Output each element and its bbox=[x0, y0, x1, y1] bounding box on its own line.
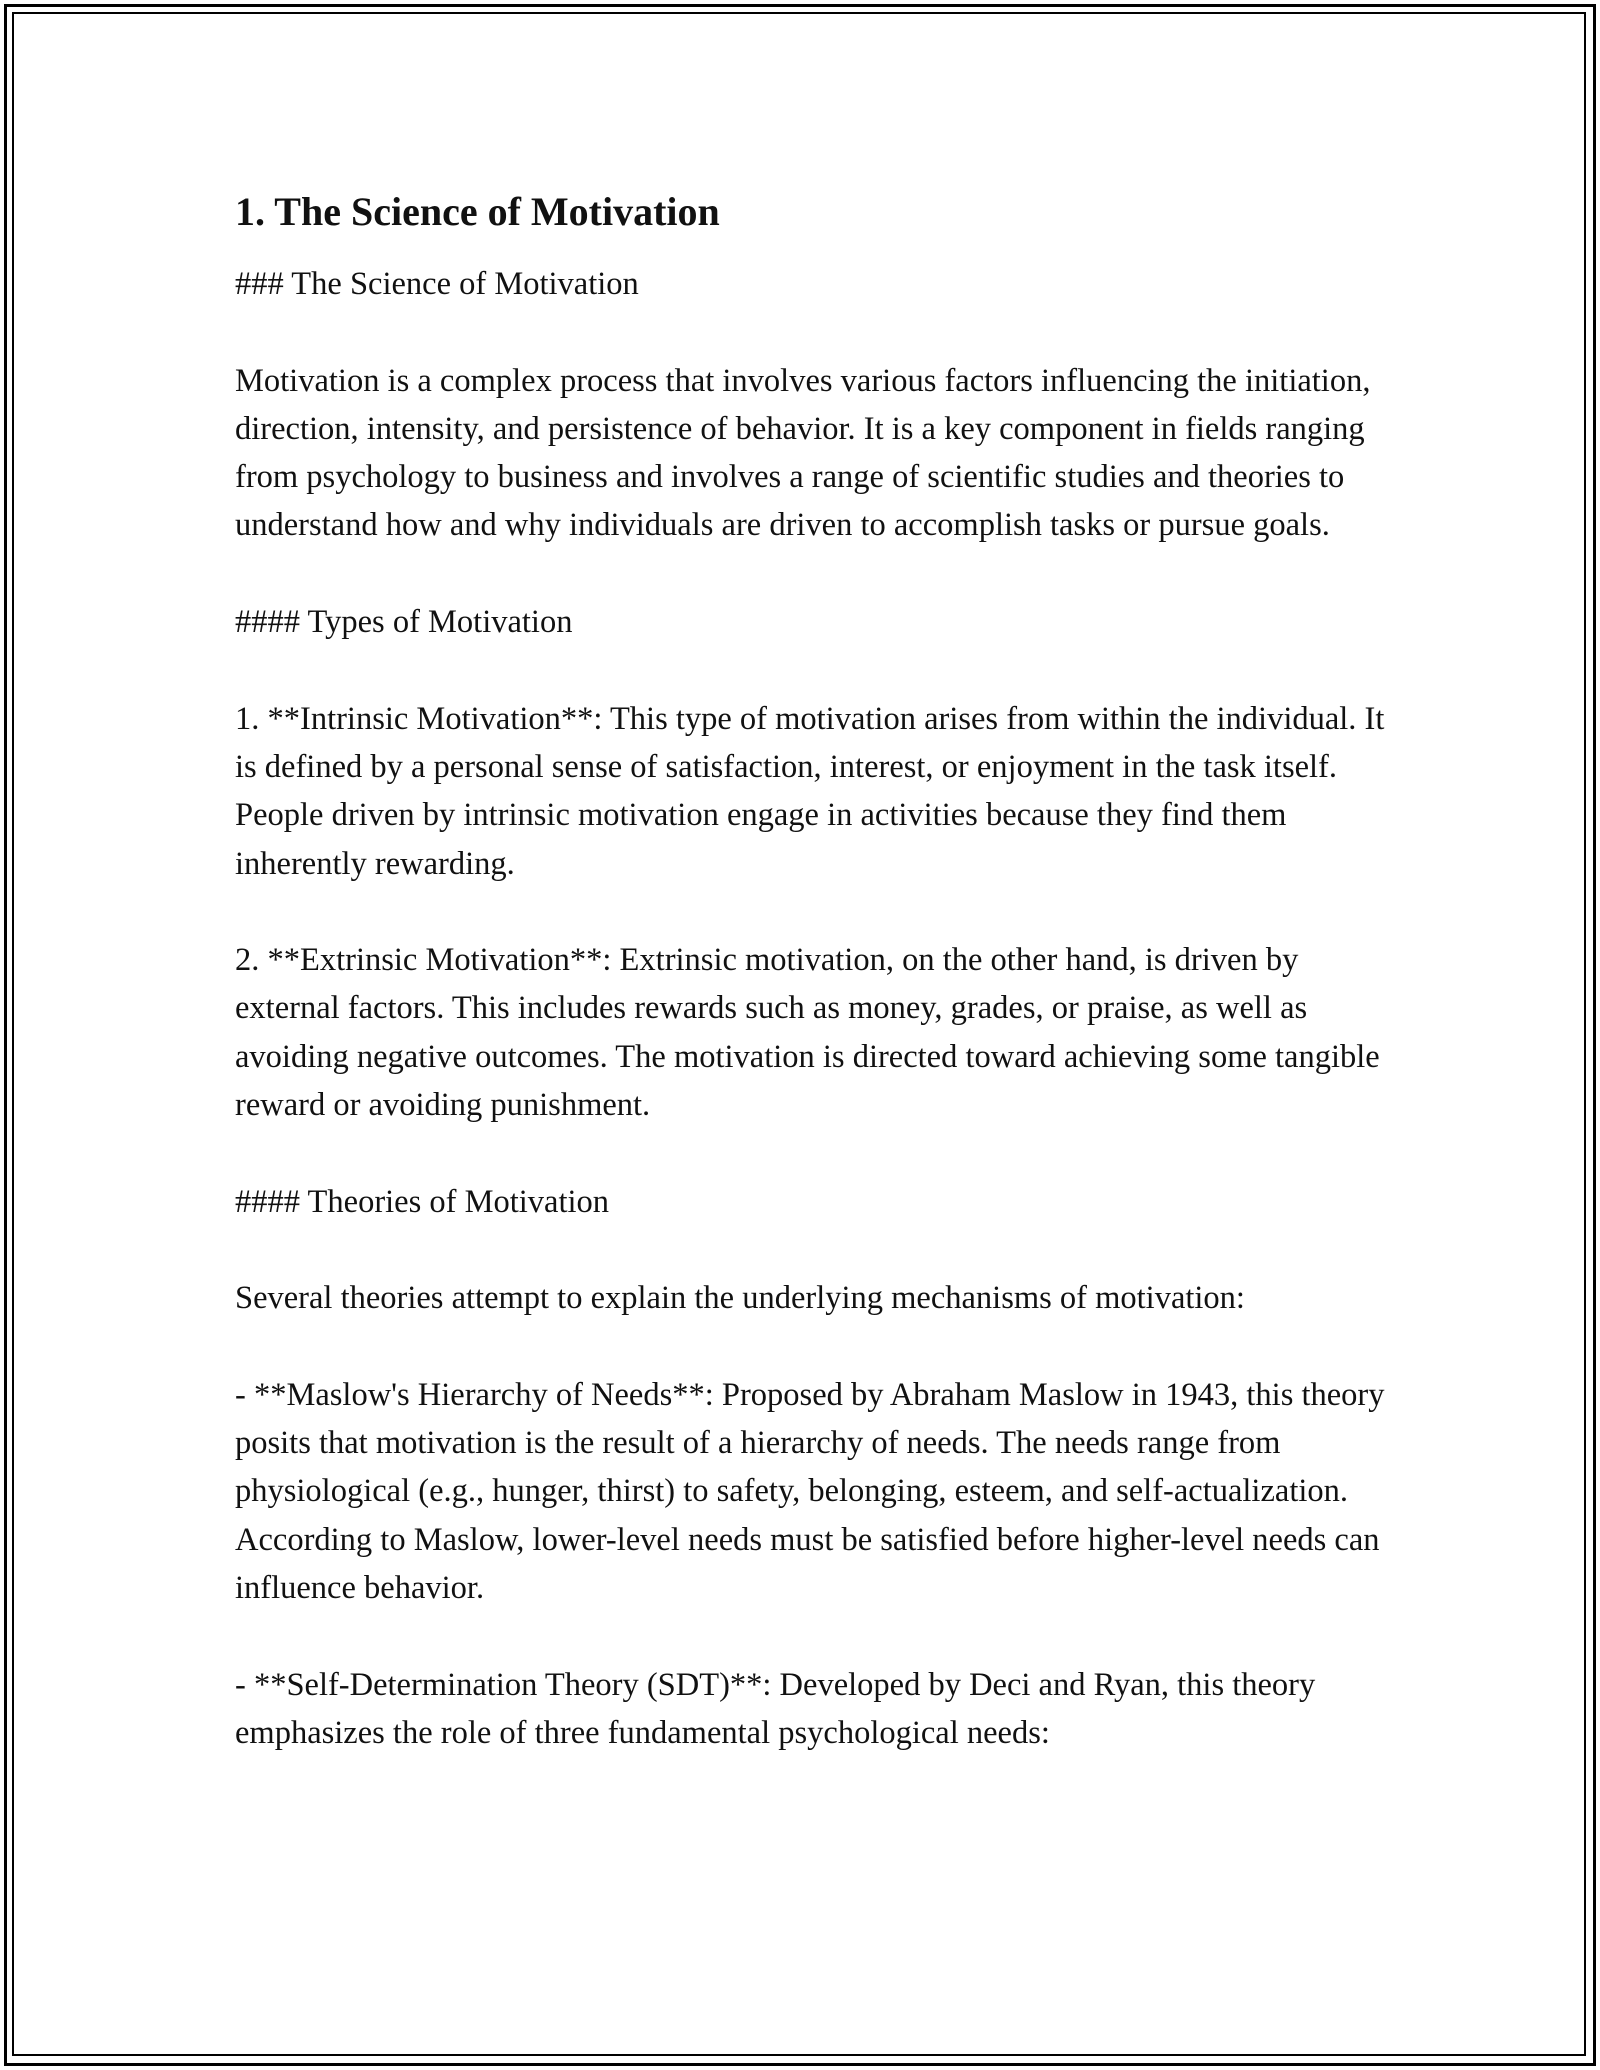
intro-paragraph: Motivation is a complex process that involves various factors influencing the initiation, direction, intensity, and persistence of behavior. It is a key component in fields ranging from psychology to business and involves a range of scientific studies and theories to understand how and why individuals are driven to accomplish tasks or pursue goals. bbox=[235, 362, 1371, 544]
intrinsic-motivation-paragraph: 1. **Intrinsic Motivation**: This type of motivation arises from within the individual. It is defined by a personal sense of satisfaction, interest, or enjoyment in the task itself. People driven by intrinsic motivation engage in activities because they find them inherently rewarding. bbox=[235, 700, 1385, 882]
heading-types-of-motivation: #### Types of Motivation bbox=[235, 604, 573, 641]
heading-science-of-motivation: ### The Science of Motivation bbox=[235, 266, 639, 302]
maslow-paragraph: - **Maslow's Hierarchy of Needs**: Proposed by Abraham Maslow in 1943, this theory posits that motivation is the result of a hierarchy of needs. The needs range from physiological (e.g., hunger, thirst) to safety, belonging, esteem, and self-actualization. According to Maslow, lower-level needs must be satisfied before higher-level needs can influence behavior. bbox=[235, 1376, 1385, 1607]
document-body bbox=[235, 184, 1395, 1757]
extrinsic-motivation-paragraph: 2. **Extrinsic Motivation**: Extrinsic motivation, on the other hand, is driven by external factors. This includes rewards such as money, grades, or praise, as well as avoiding negative outcomes. The motivation is directed toward achieving some tangible reward or avoiding punishment. bbox=[235, 942, 1380, 1124]
theories-intro-paragraph: Several theories attempt to explain the underlying mechanisms of motivation: bbox=[235, 1280, 1245, 1317]
sdt-paragraph: - **Self-Determination Theory (SDT)**: Developed by Deci and Ryan, this theory emphasizes the role of three fundamental psychological needs: bbox=[235, 1666, 1316, 1751]
heading-theories-of-motivation: #### Theories of Motivation bbox=[235, 1183, 610, 1220]
document-title: 1. The Science of Motivation bbox=[235, 189, 720, 234]
